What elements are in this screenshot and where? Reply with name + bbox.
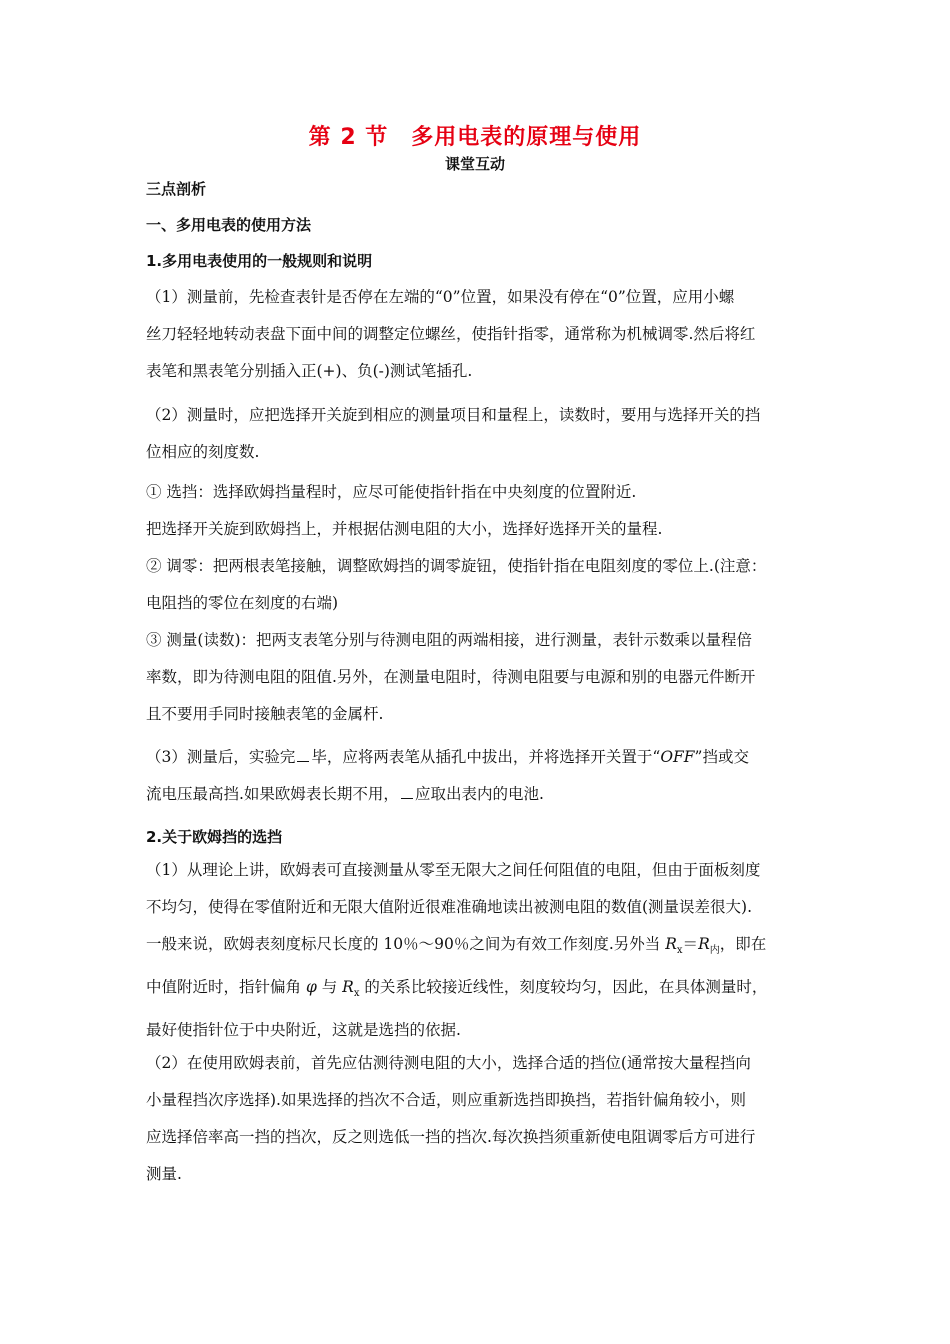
- text-line: 把选择开关旋到欧姆挡上，并根据估测电阻的大小，选择好选择开关的量程.: [146, 520, 663, 538]
- subheading-ohm-range: 2.关于欧姆挡的选挡: [146, 828, 283, 846]
- text-line: （3）测量后，实验完 毕，应将两表笔从插孔中拔出，并将选择开关置于“OFF”挡或交: [146, 748, 749, 766]
- text-line: 测量.: [146, 1165, 182, 1183]
- paragraph-ohm-usage: [146, 1045, 816, 1193]
- text-line: （1）测量前，先检查表针是否停在左端的“0”位置，如果没有停在“0”位置，应用小螺: [146, 288, 735, 306]
- section-label: 三点剖析: [146, 180, 207, 198]
- text-line: 表笔和黑表笔分别插入正(+)、负(-)测试笔插孔.: [146, 362, 473, 380]
- text-line: 率数，即为待测电阻的阻值.另外，在测量电阻时，待测电阻要与电源和别的电器元件断开: [146, 668, 756, 686]
- text-line: 最好使指针位于中央附近，这就是选挡的依据.: [146, 1021, 461, 1040]
- text-line: 中值附近时，指针偏角 φ 与 $R_x$ 的关系比较接近线性，刻度较均匀，因此，在具体测量时，: [146, 978, 768, 1000]
- text-line: （1）从理论上讲，欧姆表可直接测量从零至无限大之间任何阻值的电阻，但由于面板刻度: [146, 861, 761, 879]
- text-line: 小量程挡次序选择).如果选择的挡次不合适，则应重新选挡即换挡，若指针偏角较小，则: [146, 1091, 746, 1109]
- paragraph-before-measurement: [146, 279, 816, 390]
- heading-usage-method: 一、多用电表的使用方法: [146, 216, 312, 234]
- paragraph-reading: [146, 622, 816, 733]
- paragraph-zero-adjust: [146, 548, 816, 622]
- page-title: 第 2 节 多用电表的原理与使用: [308, 125, 642, 150]
- paragraph-ohm-theory: [146, 852, 816, 1049]
- paragraph-after-measurement: [146, 739, 816, 813]
- text-line: 不均匀，使得在零值附近和无限大值附近很难准确地读出被测电阻的数值(测量误差很大).: [146, 898, 753, 916]
- off-label: OFF: [660, 748, 695, 766]
- text-line: ① 选挡：选择欧姆挡量程时，应尽可能使指针指在中央刻度的位置附近.: [146, 483, 637, 501]
- text-line: （2）测量时，应把选择开关旋到相应的测量项目和量程上，读数时，要用与选择开关的挡: [146, 406, 761, 424]
- text-line: 丝刀轻轻地转动表盘下面中间的调整定位螺丝，使指针指零，通常称为机械调零.然后将红: [146, 325, 756, 343]
- text-line: 一般来说，欧姆表刻度标尺长度的 10％～90％之间为有效工作刻度.另外当 $R_x=R_内$，即在: [146, 935, 767, 957]
- text-line: 流电压最高挡.如果欧姆表长期不用， 应取出表内的电池.: [146, 785, 544, 803]
- subheading-general-rules: 1.多用电表使用的一般规则和说明: [146, 252, 373, 270]
- text-line: 且不要用手同时接触表笔的金属杆.: [146, 705, 384, 723]
- text-line: ② 调零：把两根表笔接触，调整欧姆挡的调零旋钮，使指针指在电阻刻度的零位上.(注意：: [146, 557, 767, 575]
- text-line: 电阻挡的零位在刻度的右端): [146, 594, 339, 612]
- text-line: （2）在使用欧姆表前，首先应估测待测电阻的大小，选择合适的挡位(通常按大量程挡向: [146, 1054, 751, 1072]
- page-subtitle: 课堂互动: [444, 155, 505, 173]
- paragraph-select-range: [146, 474, 816, 548]
- blank-mark: [297, 749, 309, 762]
- blank-mark: [401, 786, 413, 799]
- paragraph-during-measurement: [146, 397, 816, 471]
- text-line: 位相应的刻度数.: [146, 443, 260, 461]
- text-line: ③ 测量(读数)：把两支表笔分别与待测电阻的两端相接，进行测量，表针示数乘以量程倍: [146, 631, 753, 649]
- text-line: 应选择倍率高一挡的挡次，反之则选低一挡的挡次.每次换挡须重新使电阻调零后方可进行: [146, 1128, 756, 1146]
